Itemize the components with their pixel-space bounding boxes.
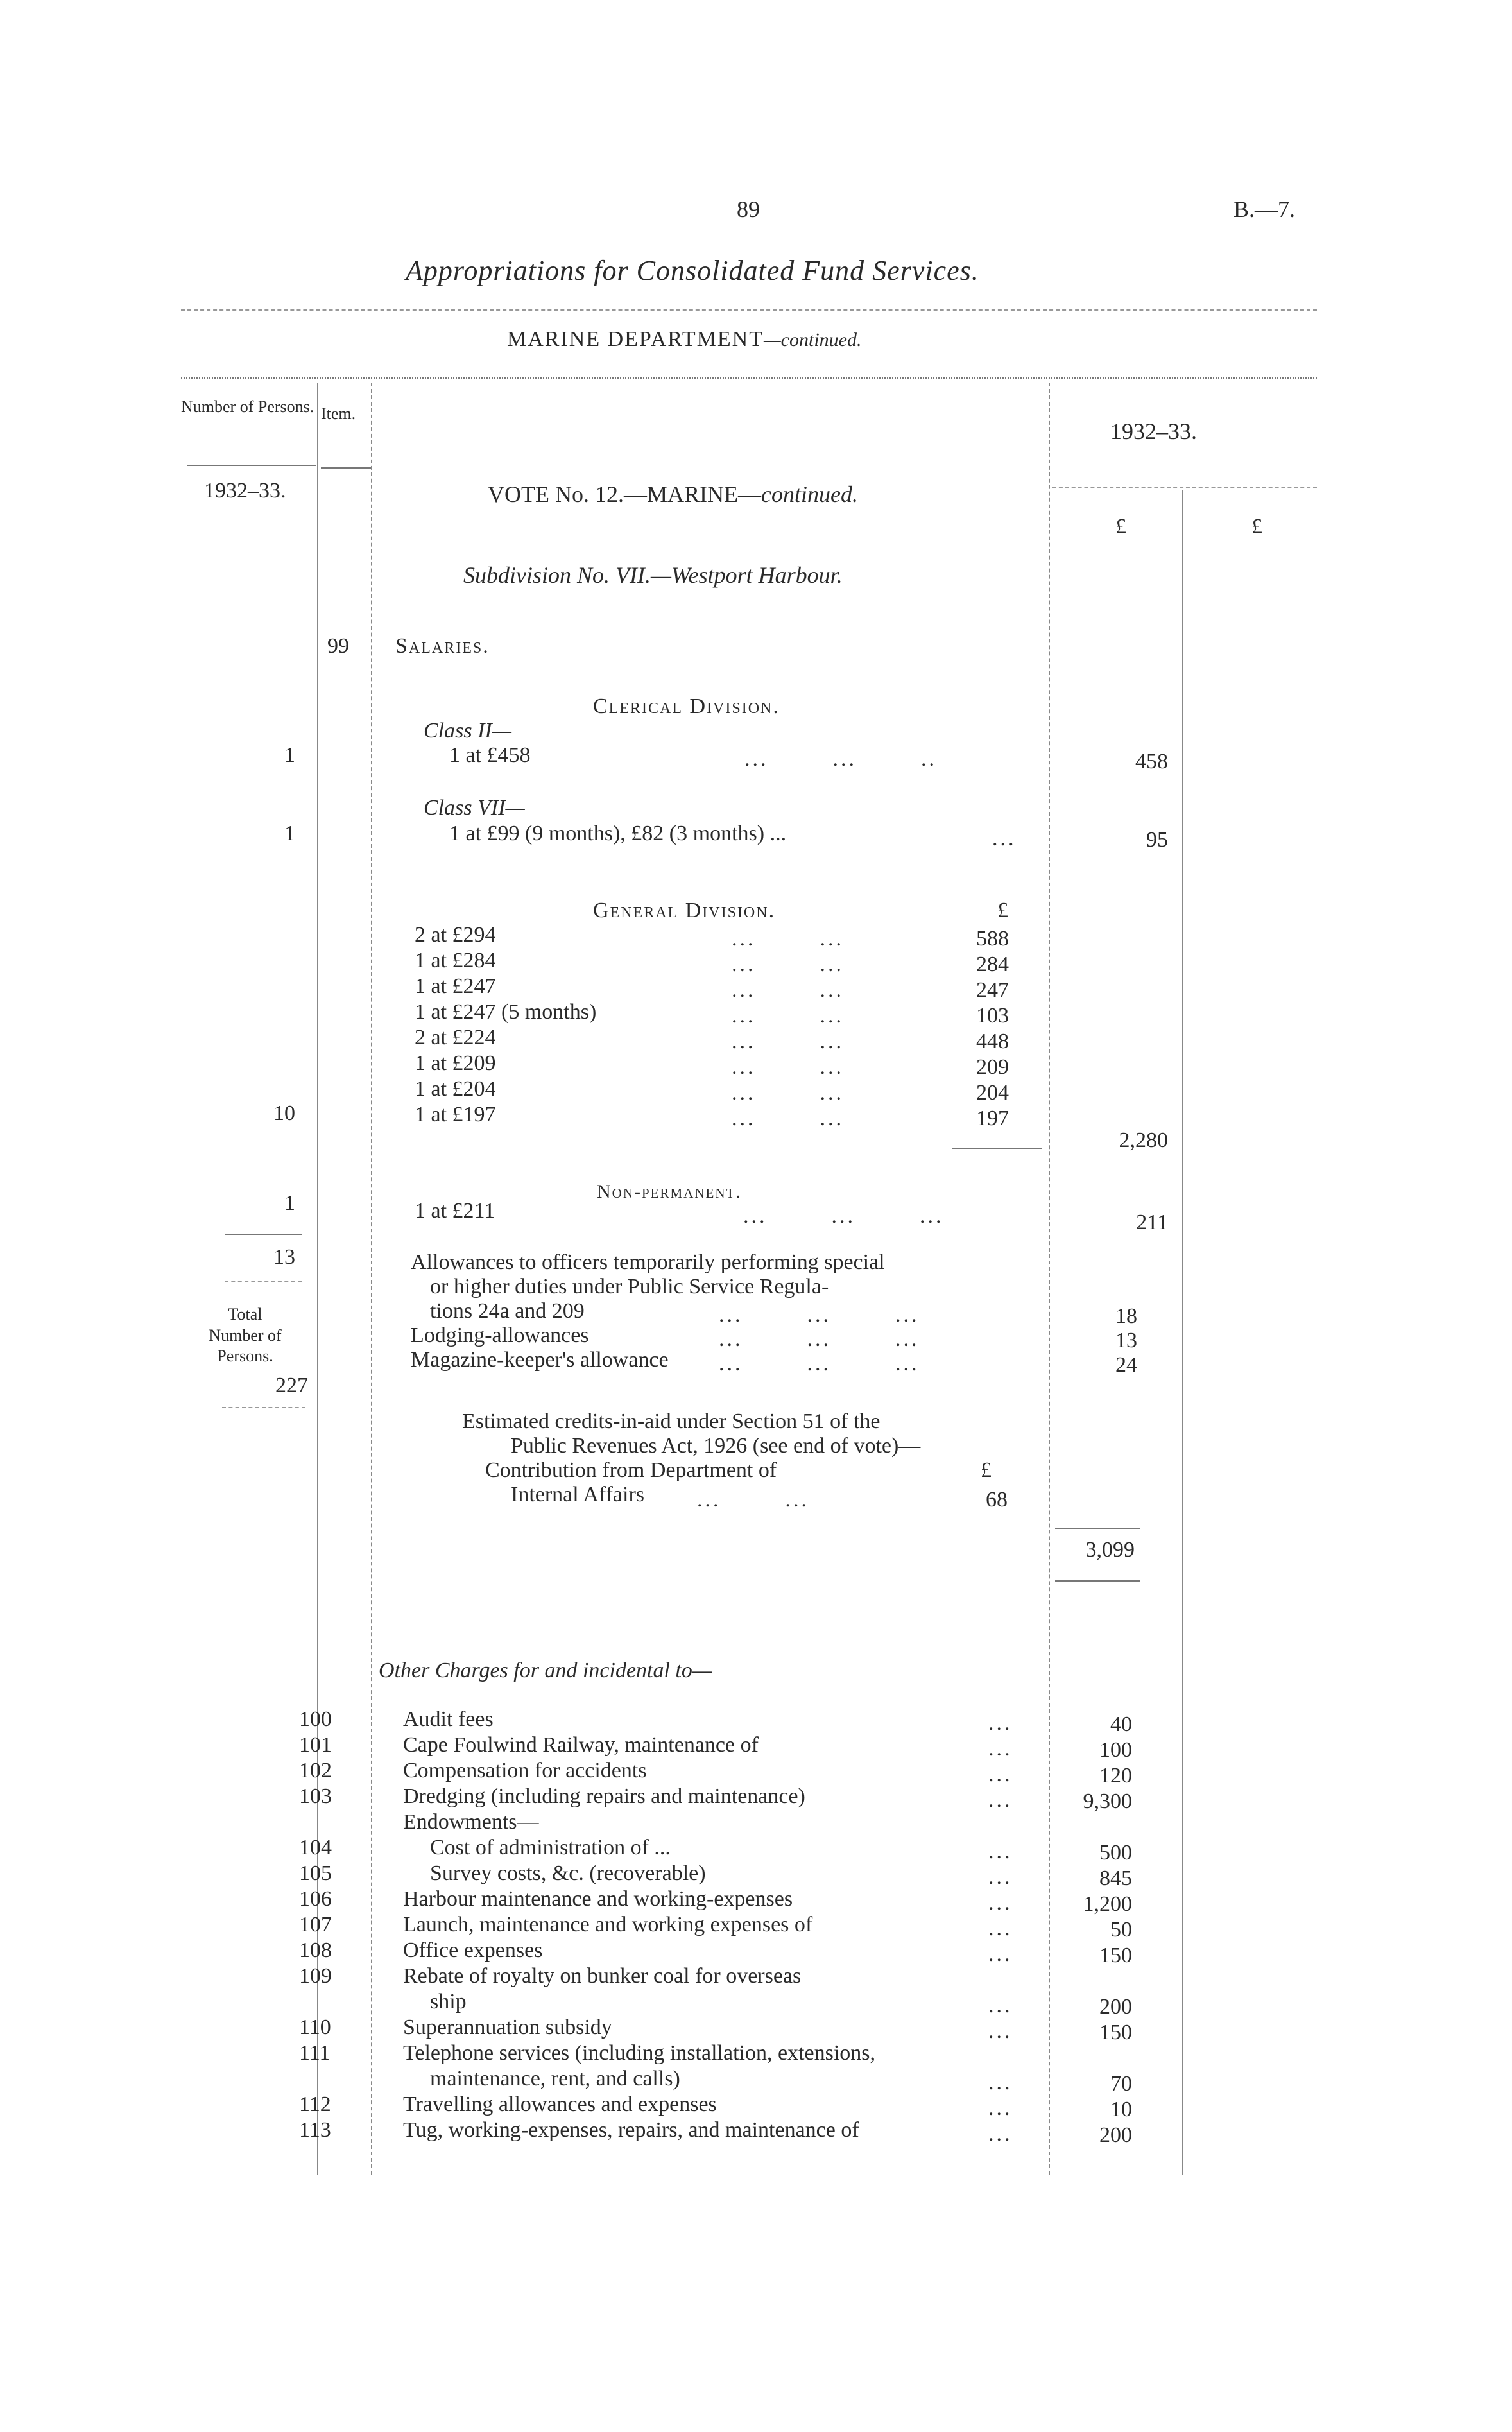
salaries-item-number: 99: [327, 634, 349, 658]
other-item-label: Compensation for accidents: [403, 1759, 647, 1782]
other-item-amount: 150: [1099, 2021, 1132, 2044]
general-row-leaders: ... ...: [732, 1055, 844, 1079]
other-item-number: 113: [299, 2118, 331, 2142]
general-row-leaders: ... ...: [732, 1107, 844, 1130]
other-item-number: 105: [299, 1861, 332, 1885]
other-item-label: Office expenses: [403, 1938, 543, 1962]
total-persons-label-line-3: Persons.: [217, 1347, 273, 1365]
other-item-label: Cape Foulwind Railway, maintenance of: [403, 1733, 759, 1757]
credits-line-2: Public Revenues Act, 1926 (see end of vote)—: [511, 1434, 921, 1458]
general-division-total: 2,280: [1119, 1128, 1168, 1152]
allowance-line: or higher duties under Public Service Regula-: [430, 1275, 829, 1298]
other-item-number: 111: [299, 2041, 331, 2065]
total-persons-label-line-1: Total: [228, 1305, 262, 1324]
class-ii-line: 1 at £458: [449, 743, 531, 767]
general-row-label: 1 at £284: [415, 949, 496, 972]
other-item-label: Audit fees: [403, 1707, 494, 1731]
other-item-number: 102: [299, 1759, 332, 1782]
total-persons-label: [181, 1304, 309, 1367]
class-vii-persons: 1: [284, 822, 295, 845]
page-number: 89: [737, 196, 760, 222]
other-item-number: 112: [299, 2092, 331, 2116]
general-row-amount: 588: [976, 927, 1009, 951]
general-row-amount: 204: [976, 1081, 1009, 1105]
general-row-leaders: ... ...: [732, 927, 844, 951]
pound-column-2: £: [1251, 515, 1262, 539]
general-row-amount: 103: [976, 1004, 1009, 1028]
allowance-line: Lodging-allowances: [411, 1324, 589, 1347]
other-item-number: 106: [299, 1887, 332, 1911]
other-item-label: maintenance, rent, and calls): [430, 2067, 680, 2091]
general-row-leaders: ... ...: [732, 1004, 844, 1028]
other-item-label: Harbour maintenance and working-expenses: [403, 1887, 793, 1911]
credits-amount: 68: [986, 1488, 1008, 1512]
credits-leaders: ... ...: [697, 1488, 809, 1512]
other-item-label: Superannuation subsidy: [403, 2015, 612, 2039]
general-row-leaders: ... ...: [732, 978, 844, 1002]
header-rule-top: [181, 377, 1317, 379]
salaries-total-rule-top: [1055, 1528, 1140, 1529]
persons-subtotal-rule-2: [225, 1281, 302, 1282]
other-item-leaders: ...: [988, 1840, 1013, 1863]
non-permanent-line: 1 at £211: [415, 1199, 495, 1223]
page-title: Appropriations for Consolidated Fund Services.: [406, 255, 979, 286]
general-row-leaders: ... ...: [732, 953, 844, 976]
credits-line-3: Contribution from Department of: [485, 1458, 777, 1482]
class-vii-line: 1 at £99 (9 months), £82 (3 months) ...: [449, 822, 787, 845]
subdivision-title: Subdivision No. VII.—Westport Harbour.: [463, 562, 843, 588]
department-suffix: —continued.: [764, 329, 862, 350]
other-item-amount: 200: [1099, 1995, 1132, 2019]
amount-header-rule: [1052, 487, 1317, 488]
other-item-label: Rebate of royalty on bunker coal for overseas: [403, 1964, 802, 1988]
other-item-amount: 200: [1099, 2123, 1132, 2147]
pound-column-1: £: [1115, 515, 1126, 539]
number-of-persons-header: Number of Persons.: [181, 397, 314, 416]
allowance-leaders: ... ... ...: [719, 1327, 920, 1351]
item-header-rule: [321, 467, 371, 469]
item-header: Item.: [321, 404, 356, 423]
other-item-leaders: ...: [988, 2122, 1013, 2146]
other-item-label: Survey costs, &c. (recoverable): [430, 1861, 706, 1885]
general-row-label: 2 at £294: [415, 923, 496, 947]
allowance-line: Allowances to officers temporarily performing special: [411, 1250, 885, 1274]
clerical-division-heading: Clerical Division.: [593, 694, 780, 718]
general-pound-sign: £: [997, 899, 1008, 922]
other-item-amount: 50: [1110, 1918, 1132, 1942]
other-item-amount: 10: [1110, 2098, 1132, 2121]
other-item-leaders: ...: [988, 1737, 1013, 1761]
class-ii-leaders: ... ... ..: [744, 747, 937, 771]
general-row-label: 1 at £247: [415, 974, 496, 998]
other-item-label: Telephone services (including installation, extensions,: [403, 2041, 875, 2065]
other-item-leaders: ...: [988, 1865, 1013, 1889]
general-division-heading: General Division.: [593, 899, 776, 922]
other-item-number: 103: [299, 1784, 332, 1808]
persons-subtotal: 13: [273, 1245, 295, 1269]
other-item-amount: 9,300: [1083, 1790, 1132, 1813]
other-item-label: ship: [430, 1990, 467, 2014]
other-item-leaders: ...: [988, 1942, 1013, 1966]
non-permanent-amount: 211: [1136, 1211, 1168, 1234]
other-item-leaders: ...: [988, 1763, 1013, 1786]
class-vii-leaders: ...: [992, 827, 1017, 850]
other-item-amount: 70: [1110, 2072, 1132, 2096]
class-ii-persons: 1: [284, 743, 295, 767]
other-item-amount: 1,200: [1083, 1892, 1132, 1916]
other-item-number: 110: [299, 2015, 331, 2039]
item-details-divider: [371, 383, 372, 2175]
class-vii-label: Class VII—: [424, 796, 525, 820]
other-item-label: Launch, maintenance and working expenses of: [403, 1913, 813, 1936]
other-item-leaders: ...: [988, 1994, 1013, 2017]
allowance-leaders: ... ... ...: [719, 1352, 920, 1376]
other-item-amount: 40: [1110, 1712, 1132, 1736]
credits-line-4: Internal Affairs: [511, 1483, 645, 1506]
other-item-leaders: ...: [988, 1891, 1013, 1915]
other-item-label: Tug, working-expenses, repairs, and maintenance of: [403, 2118, 859, 2142]
general-row-amount: 197: [976, 1107, 1009, 1130]
salaries-total-rule-bottom: [1055, 1580, 1140, 1582]
other-item-amount: 500: [1099, 1841, 1132, 1865]
other-item-number: 109: [299, 1964, 332, 1988]
other-item-amount: 845: [1099, 1867, 1132, 1890]
amount-columns-divider: [1182, 490, 1183, 2175]
general-row-amount: 247: [976, 978, 1009, 1002]
other-item-number: 108: [299, 1938, 332, 1962]
non-permanent-persons: 1: [284, 1191, 295, 1215]
allowance-amount: 13: [1115, 1329, 1137, 1352]
title-rule: [181, 309, 1317, 311]
other-item-leaders: ...: [988, 2019, 1013, 2043]
non-permanent-heading: Non-permanent.: [597, 1181, 742, 1202]
year-header-left: 1932–33.: [204, 479, 286, 503]
general-row-label: 2 at £224: [415, 1026, 496, 1049]
salaries-total: 3,099: [1085, 1538, 1135, 1562]
other-item-label: Cost of administration of ...: [430, 1836, 671, 1859]
total-persons-label-line-2: Number of: [209, 1325, 282, 1345]
other-item-leaders: ...: [988, 1917, 1013, 1940]
class-ii-label: Class II—: [424, 719, 511, 743]
other-item-leaders: ...: [988, 2071, 1013, 2094]
general-subtotal-rule: [952, 1148, 1042, 1149]
allowance-line: tions 24a and 209: [430, 1299, 585, 1323]
other-item-label: Endowments—: [403, 1810, 539, 1834]
other-item-number: 104: [299, 1836, 332, 1859]
salaries-heading: Salaries.: [395, 634, 490, 658]
allowance-amount: 18: [1115, 1304, 1137, 1328]
total-persons-value: 227: [275, 1374, 308, 1397]
other-item-number: 101: [299, 1733, 332, 1757]
allowance-leaders: ... ... ...: [719, 1303, 920, 1327]
other-item-number: 107: [299, 1913, 332, 1936]
other-item-amount: 150: [1099, 1944, 1132, 1967]
document-ref: B.—7.: [1233, 196, 1296, 222]
other-charges-heading: Other Charges for and incidental to—: [379, 1659, 712, 1682]
other-item-amount: 120: [1099, 1764, 1132, 1788]
allowance-line: Magazine-keeper's allowance: [411, 1348, 669, 1372]
class-vii-amount: 95: [1146, 828, 1168, 852]
other-item-amount: 100: [1099, 1738, 1132, 1762]
department-heading: [507, 329, 861, 350]
general-row-leaders: ... ...: [732, 1081, 844, 1105]
general-division-persons: 10: [273, 1101, 295, 1125]
other-item-leaders: ...: [988, 1711, 1013, 1735]
year-header-right: 1932–33.: [1110, 418, 1197, 444]
general-row-label: 1 at £209: [415, 1051, 496, 1075]
allowance-amount: 24: [1115, 1353, 1137, 1377]
details-amount-divider: [1049, 383, 1050, 2175]
other-item-label: Travelling allowances and expenses: [403, 2092, 717, 2116]
class-ii-amount: 458: [1135, 750, 1168, 773]
vote-title: [488, 483, 858, 506]
general-row-label: 1 at £247 (5 months): [415, 1000, 597, 1024]
persons-subtotal-rule: [225, 1234, 302, 1235]
other-item-leaders: ...: [988, 2096, 1013, 2120]
other-item-number: 100: [299, 1707, 332, 1731]
general-row-amount: 284: [976, 953, 1009, 976]
general-row-label: 1 at £204: [415, 1077, 496, 1101]
vote-title-suffix: continued.: [760, 481, 858, 507]
general-row-leaders: ... ...: [732, 1030, 844, 1053]
credits-line-1: Estimated credits-in-aid under Section 51 of the: [462, 1410, 881, 1433]
vote-title-text: VOTE No. 12.—MARINE—: [488, 481, 761, 507]
general-row-amount: 209: [976, 1055, 1009, 1079]
general-row-amount: 448: [976, 1030, 1009, 1053]
department-name: MARINE DEPARTMENT: [507, 327, 764, 351]
other-item-label: Dredging (including repairs and maintenance): [403, 1784, 805, 1808]
total-persons-rule: [222, 1407, 305, 1408]
non-permanent-leaders: ... ... ...: [743, 1204, 944, 1228]
other-item-leaders: ...: [988, 1788, 1013, 1812]
general-row-label: 1 at £197: [415, 1103, 496, 1126]
credits-pound-sign: £: [981, 1458, 992, 1482]
persons-header-rule: [187, 465, 316, 466]
